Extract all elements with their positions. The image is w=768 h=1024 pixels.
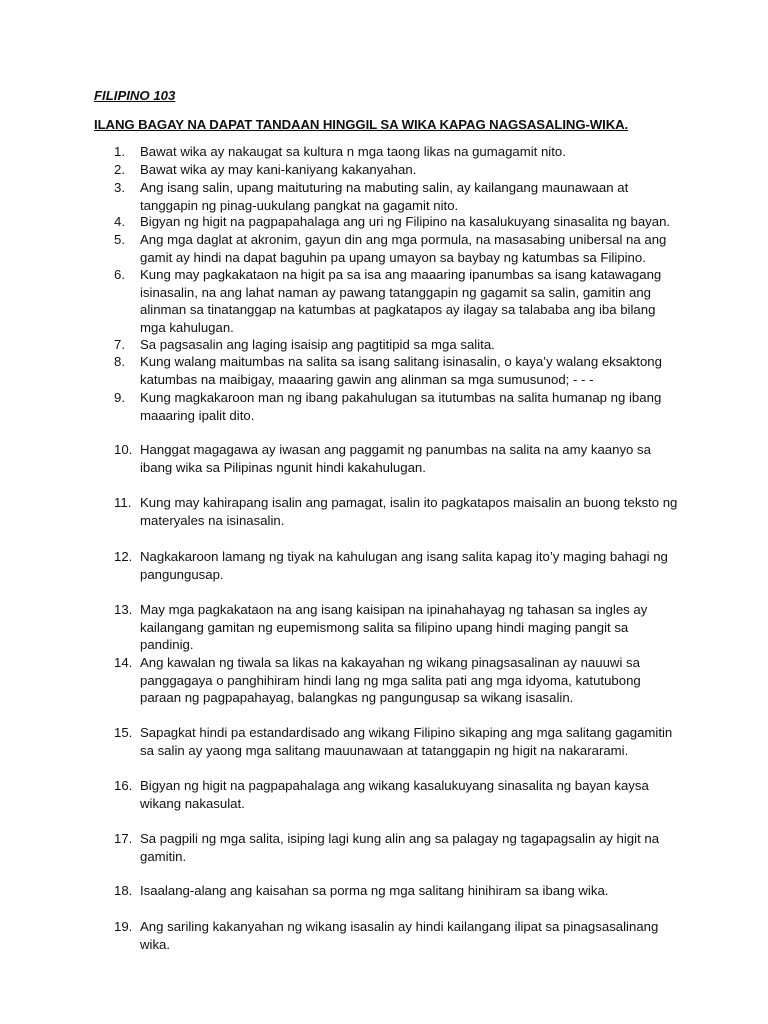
item-text: Nagkakaroon lamang ng tiyak na kahulugan ang isang salita kapag ito’y maging bahagi ng pangungusap. (140, 549, 668, 582)
list-item (114, 882, 684, 900)
item-number: 17. (114, 831, 133, 846)
item-number: 3. (114, 180, 125, 195)
item-text: Bigyan ng higit na pagpapahalaga ang wikang kasalukuyang sinasalita ng bayan kaysa wikang nakasulat. (140, 778, 649, 811)
list-item (114, 494, 684, 529)
list-item (114, 548, 684, 583)
item-number: 10. (114, 442, 133, 457)
item-text: Isaalang-alang ang kaisahan sa porma ng mga salitang hinihiram sa ibang wika. (140, 883, 609, 898)
item-text: Kung may kahirapang isalin ang pamagat, isalin ito pagkatapos maisalin an buong teksto ng materyales na isinasalin. (140, 495, 678, 528)
list-item (114, 336, 684, 354)
item-text: Kung walang maitumbas na salita sa isang salitang isinasalin, o kaya’y walang eksaktong katumbas na maibigay, maaaring gawin ang alinman sa mga sumusunod; - - - (140, 354, 662, 387)
item-text: Bawat wika ay may kani-kaniyang kakanyahan. (140, 162, 417, 177)
item-number: 2. (114, 162, 125, 177)
list-item (114, 266, 684, 336)
item-number: 1. (114, 144, 125, 159)
list-item (114, 830, 684, 865)
item-number: 14. (114, 655, 133, 670)
list-item (114, 441, 684, 476)
list-item (114, 179, 684, 214)
course-title: FILIPINO 103 (94, 88, 176, 103)
list-item (114, 213, 684, 231)
item-number: 6. (114, 267, 125, 282)
item-text: Ang sariling kakanyahan ng wikang isasalin ay hindi kailangang ilipat sa pinagsasalinang wika. (140, 919, 659, 952)
list-item (114, 389, 684, 424)
item-number: 19. (114, 919, 133, 934)
item-text: Sa pagpili ng mga salita, isiping lagi kung alin ang sa palagay ng tagapagsalin ay higit na gamitin. (140, 831, 660, 864)
item-text: Ang isang salin, upang maituturing na mabuting salin, ay kailangang maunawaan at tanggapin ng pinag-uukulang pangkat na gagamit nito. (140, 180, 629, 213)
list-item (114, 231, 684, 266)
list-item (114, 161, 684, 179)
item-number: 8. (114, 354, 125, 369)
item-number: 16. (114, 778, 133, 793)
item-text: Hanggat magagawa ay iwasan ang paggamit ng panumbas na salita na amy kaanyo sa ibang wika sa Pilipinas ngunit hindi kakahulugan. (140, 442, 651, 475)
list-item (114, 918, 684, 953)
item-number: 18. (114, 883, 133, 898)
item-text: May mga pagkakataon na ang isang kaisipan na ipinahahayag ng tahasan sa ingles ay kailangang gamitan ng eupemismong salita sa filipino upang hindi maging pangit sa pandinig. (140, 602, 648, 653)
list-item (114, 724, 684, 759)
item-number: 13. (114, 602, 133, 617)
list-item (114, 601, 684, 654)
item-number: 4. (114, 214, 125, 229)
item-number: 15. (114, 725, 133, 740)
item-text: Bigyan ng higit na pagpapahalaga ang uri ng Filipino na kasalukuyang sinasalita ng bayan. (140, 214, 671, 229)
item-number: 9. (114, 390, 125, 405)
item-number: 7. (114, 337, 125, 352)
item-text: Kung magkakaroon man ng ibang pakahulugan sa itutumbas na salita humanap ng ibang maaaring ipalit dito. (140, 390, 662, 423)
item-text: Kung may pagkakataon na higit pa sa isa ang maaaring ipanumbas sa isang katawagang isinasalin, na ang lahat naman ay pawang tatanggapin ng gagamit sa salin, gamitin ang alinman sa tinatanggap na katumbas at pagkatapos ay ilagay sa talababa ang iba bilang mga kahulugan. (140, 267, 662, 335)
item-text: Ang kawalan ng tiwala sa likas na kakayahan ng wikang pinagsasalinan ay nauuwi sa panggagaya o panghihiram hindi lang ng mga salita pati ang mga idyoma, katutubong paraan ng pagpapahayag, balangkas ng pangungusap sa wikang isasalin. (140, 655, 641, 706)
item-text: Sa pagsasalin ang laging isaisip ang pagtitipid sa mga salita. (140, 337, 495, 352)
item-number: 12. (114, 549, 133, 564)
list-item (114, 777, 684, 812)
item-text: Ang mga daglat at akronim, gayun din ang mga pormula, na masasabing unibersal na ang gamit ay hindi na dapat baguhin pa upang umayon sa baybay ng katumbas sa Filipino. (140, 232, 667, 265)
list-item (114, 353, 684, 388)
document-heading: ILANG BAGAY NA DAPAT TANDAAN HINGGIL SA WIKA KAPAG NAGSASALING-WIKA. (94, 117, 629, 132)
list-item (114, 654, 684, 707)
item-number: 11. (114, 495, 132, 510)
item-text: Sapagkat hindi pa estandardisado ang wikang Filipino sikaping ang mga salitang gagamitin sa salin ay yaong mga salitang mauunawaan at tatanggapin ng higit na nakararami. (140, 725, 673, 758)
item-number: 5. (114, 232, 125, 247)
list-item (114, 143, 684, 161)
item-text: Bawat wika ay nakaugat sa kultura n mga taong likas na gumagamit nito. (140, 144, 566, 159)
